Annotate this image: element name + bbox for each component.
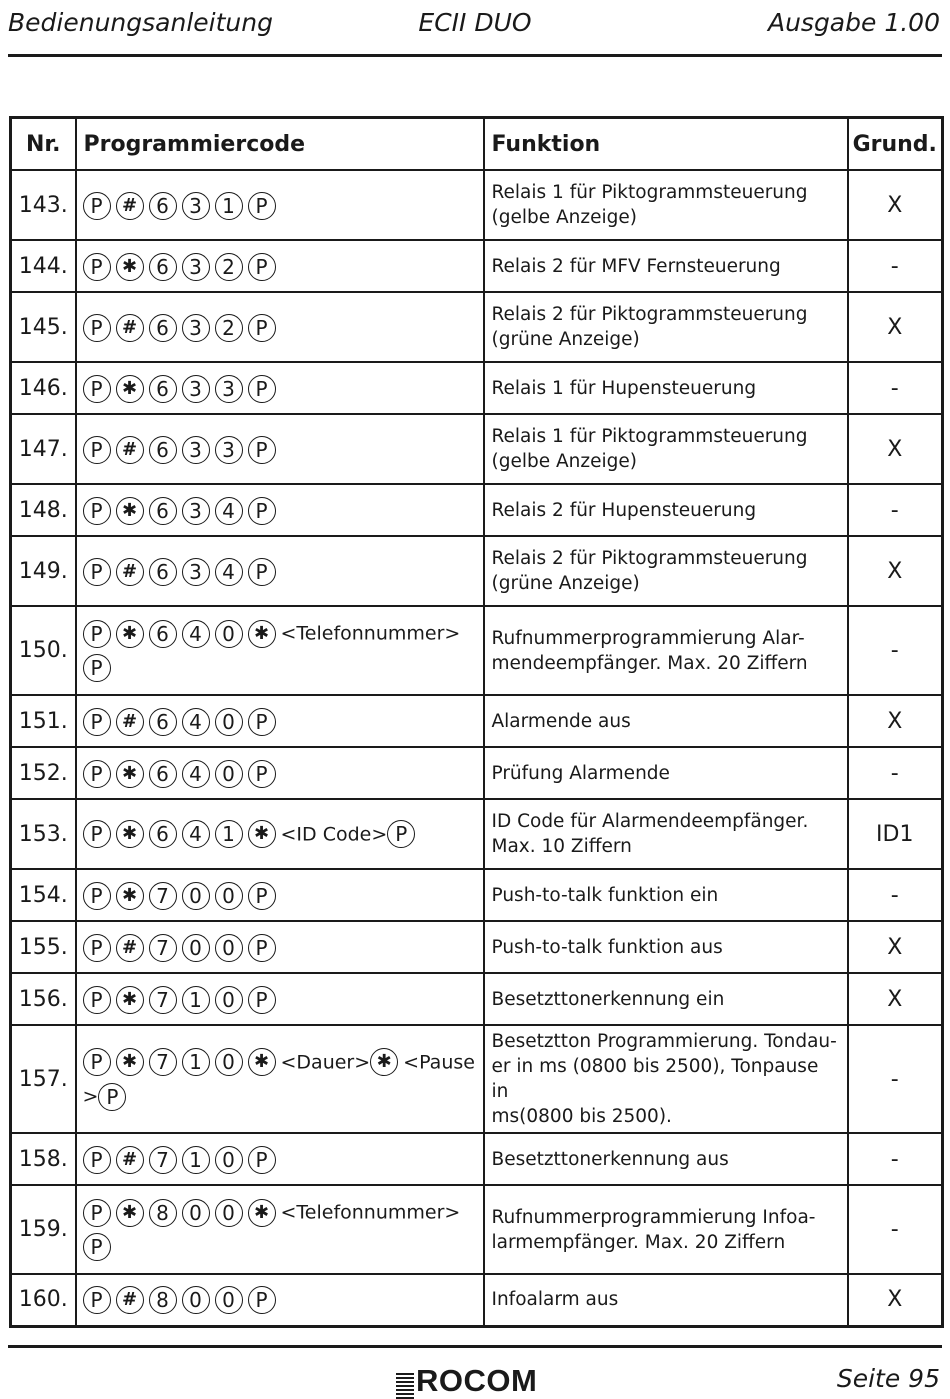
key-star-icon: ✱ [248, 1048, 276, 1076]
function-line: Relais 1 für Hupensteuerung [491, 377, 757, 399]
programming-code [76, 695, 484, 747]
key-digit-icon: 7 [149, 1146, 177, 1174]
key-p-icon: P [248, 708, 276, 736]
code-placeholder: <ID Code> [280, 823, 388, 846]
function-line: Rufnummerprogrammierung Infoa- [491, 1206, 816, 1228]
key-star-icon: ✱ [116, 760, 144, 788]
code-placeholder: <Pause [403, 1051, 475, 1073]
function-line: Relais 2 für Piktogrammsteuerung [491, 548, 808, 569]
key-hash-icon: # [116, 436, 144, 464]
function-line: Relais 2 für MFV Fernsteuerung [491, 255, 781, 277]
row-number: 152. [11, 747, 76, 799]
key-hash-icon: # [116, 558, 144, 586]
function-line: (grüne Anzeige) [491, 329, 640, 350]
function-description [484, 869, 848, 921]
programming-code [76, 1025, 484, 1133]
key-digit-icon: 1 [215, 192, 243, 220]
table-row [11, 292, 943, 362]
key-p-icon: P [248, 192, 276, 220]
default-value: X [848, 414, 943, 484]
key-digit-icon: 0 [215, 934, 243, 962]
default-value: - [848, 362, 943, 414]
function-line: Besetzttonerkennung ein [491, 988, 725, 1010]
key-digit-icon: 3 [182, 497, 210, 525]
default-value: - [848, 747, 943, 799]
table-row [11, 1185, 943, 1274]
function-description [484, 695, 848, 747]
header-rule [8, 54, 942, 57]
key-p-icon: P [83, 1048, 111, 1076]
key-star-icon: ✱ [248, 820, 276, 848]
key-digit-icon: 3 [182, 375, 210, 403]
function-description [484, 240, 848, 292]
function-description [484, 414, 848, 484]
key-p-icon: P [83, 192, 111, 220]
programming-code [76, 1185, 484, 1274]
function-description [484, 606, 848, 695]
key-digit-icon: 6 [149, 620, 177, 648]
row-number: 144. [11, 240, 76, 292]
key-digit-icon: 6 [149, 314, 177, 342]
key-hash-icon: # [116, 1146, 144, 1174]
row-number: 155. [11, 921, 76, 973]
function-line: Infoalarm aus [491, 1289, 619, 1311]
key-star-icon: ✱ [116, 986, 144, 1014]
key-digit-icon: 0 [182, 882, 210, 910]
row-number: 157. [11, 1025, 76, 1133]
function-description [484, 1185, 848, 1274]
function-description [484, 536, 848, 606]
key-hash-icon: # [116, 934, 144, 962]
key-p-icon: P [248, 558, 276, 586]
programming-code [76, 799, 484, 869]
key-digit-icon: 3 [182, 314, 210, 342]
code-placeholder: > [82, 1085, 99, 1108]
key-digit-icon: 0 [182, 1199, 210, 1227]
default-value: - [848, 1133, 943, 1185]
row-number: 160. [11, 1274, 76, 1326]
row-number: 158. [11, 1133, 76, 1185]
key-p-icon: P [248, 986, 276, 1014]
row-number: 153. [11, 799, 76, 869]
function-description [484, 1133, 848, 1185]
programming-code [76, 973, 484, 1025]
key-p-icon: P [83, 708, 111, 736]
table-row [11, 1274, 943, 1326]
key-digit-icon: 3 [215, 375, 243, 403]
key-digit-icon: 3 [182, 558, 210, 586]
key-digit-icon: 2 [215, 314, 243, 342]
function-line: Relais 1 für Piktogrammsteuerung [491, 182, 808, 203]
key-p-icon: P [83, 760, 111, 788]
programming-code [76, 240, 484, 292]
key-p-icon: P [248, 375, 276, 403]
key-digit-icon: 6 [149, 820, 177, 848]
key-digit-icon: 7 [149, 986, 177, 1014]
table-row [11, 536, 943, 606]
function-description [484, 1025, 848, 1133]
key-star-icon: ✱ [116, 620, 144, 648]
footer-rule [8, 1345, 942, 1348]
key-hash-icon: # [116, 1286, 144, 1314]
programming-code [76, 921, 484, 973]
key-p-icon: P [83, 882, 111, 910]
function-description [484, 362, 848, 414]
key-digit-icon: 0 [215, 708, 243, 736]
key-digit-icon: 1 [215, 820, 243, 848]
code-placeholder: <Telefonnummer> [280, 622, 461, 645]
default-value: X [848, 536, 943, 606]
row-number: 159. [11, 1185, 76, 1274]
key-digit-icon: 0 [215, 1199, 243, 1227]
key-digit-icon: 7 [149, 882, 177, 910]
table-row [11, 921, 943, 973]
function-line: Besetztton Programmierung. Tondau- [491, 1031, 837, 1052]
key-digit-icon: 0 [215, 1146, 243, 1174]
key-p-icon: P [83, 1199, 111, 1227]
key-digit-icon: 0 [182, 934, 210, 962]
key-digit-icon: 7 [149, 1048, 177, 1076]
function-line: ID Code für Alarmendeempfänger. [491, 811, 809, 832]
column-header-code: Programmiercode [76, 118, 484, 171]
key-p-icon: P [83, 934, 111, 962]
key-digit-icon: 4 [182, 708, 210, 736]
function-line: Max. 10 Ziffern [491, 836, 632, 857]
function-description [484, 170, 848, 240]
default-value: X [848, 921, 943, 973]
default-value: ID1 [848, 799, 943, 869]
table-row [11, 362, 943, 414]
row-number: 154. [11, 869, 76, 921]
table-row [11, 695, 943, 747]
function-line: Push-to-talk funktion aus [491, 936, 723, 958]
key-digit-icon: 3 [182, 192, 210, 220]
function-description [484, 747, 848, 799]
function-description [484, 1274, 848, 1326]
column-header-default: Grund. [848, 118, 943, 171]
default-value: X [848, 170, 943, 240]
row-number: 150. [11, 606, 76, 695]
function-line: Relais 2 für Piktogrammsteuerung [491, 304, 808, 325]
function-line: mendeempfänger. Max. 20 Ziffern [491, 652, 808, 674]
logo-mark-icon [396, 1371, 414, 1399]
key-digit-icon: 0 [215, 882, 243, 910]
key-digit-icon: 6 [149, 558, 177, 586]
key-p-icon: P [83, 620, 111, 648]
column-header-nr: Nr. [11, 118, 76, 171]
default-value: - [848, 1025, 943, 1133]
function-line: Besetzttonerkennung aus [491, 1148, 729, 1170]
header-product-name: ECII DUO [418, 8, 532, 37]
key-star-icon: ✱ [248, 1199, 276, 1227]
key-p-icon: P [248, 934, 276, 962]
programming-code [76, 484, 484, 536]
table-row [11, 1025, 943, 1133]
row-number: 148. [11, 484, 76, 536]
function-line: er in ms (0800 bis 2500), Tonpause in [491, 1056, 819, 1102]
row-number: 146. [11, 362, 76, 414]
programming-code [76, 170, 484, 240]
function-line: (grüne Anzeige) [491, 573, 640, 594]
key-p-icon: P [248, 314, 276, 342]
default-value: X [848, 292, 943, 362]
function-line: Push-to-talk funktion ein [491, 884, 719, 906]
key-digit-icon: 0 [215, 1048, 243, 1076]
key-star-icon: ✱ [116, 820, 144, 848]
key-digit-icon: 4 [182, 620, 210, 648]
table-row [11, 484, 943, 536]
key-digit-icon: 0 [182, 1286, 210, 1314]
key-p-icon: P [83, 314, 111, 342]
key-star-icon: ✱ [116, 1199, 144, 1227]
default-value: - [848, 606, 943, 695]
rocom-logo [396, 1363, 537, 1399]
key-digit-icon: 4 [215, 497, 243, 525]
function-line: (gelbe Anzeige) [491, 207, 637, 228]
key-digit-icon: 7 [149, 934, 177, 962]
key-p-icon: P [248, 436, 276, 464]
key-digit-icon: 4 [182, 760, 210, 788]
key-p-icon: P [83, 1286, 111, 1314]
row-number: 156. [11, 973, 76, 1025]
code-placeholder: <Telefonnummer> [280, 1201, 461, 1224]
table-row [11, 799, 943, 869]
key-digit-icon: 0 [215, 1286, 243, 1314]
table-row [11, 606, 943, 695]
default-value: X [848, 695, 943, 747]
key-digit-icon: 3 [182, 436, 210, 464]
key-star-icon: ✱ [248, 620, 276, 648]
key-digit-icon: 1 [182, 986, 210, 1014]
function-description [484, 973, 848, 1025]
key-p-icon: P [83, 436, 111, 464]
key-digit-icon: 4 [182, 820, 210, 848]
key-digit-icon: 3 [182, 253, 210, 281]
key-p-icon: P [248, 760, 276, 788]
key-hash-icon: # [116, 192, 144, 220]
default-value: - [848, 240, 943, 292]
key-p-icon: P [83, 558, 111, 586]
default-value: - [848, 484, 943, 536]
table-row [11, 869, 943, 921]
key-digit-icon: 6 [149, 760, 177, 788]
programming-code [76, 292, 484, 362]
function-description [484, 799, 848, 869]
key-digit-icon: 6 [149, 375, 177, 403]
key-p-icon: P [248, 253, 276, 281]
key-digit-icon: 6 [149, 497, 177, 525]
key-digit-icon: 0 [215, 620, 243, 648]
table-row [11, 170, 943, 240]
function-line: Relais 2 für Hupensteuerung [491, 499, 757, 521]
key-p-icon: P [98, 1083, 126, 1111]
key-star-icon: ✱ [116, 375, 144, 403]
code-placeholder: <Dauer> [280, 1051, 371, 1073]
key-p-icon: P [248, 1146, 276, 1174]
row-number: 143. [11, 170, 76, 240]
function-line: Relais 1 für Piktogrammsteuerung [491, 426, 808, 447]
row-number: 149. [11, 536, 76, 606]
key-star-icon: ✱ [116, 1048, 144, 1076]
function-line: Alarmende aus [491, 710, 631, 732]
key-digit-icon: 4 [215, 558, 243, 586]
key-p-icon: P [83, 820, 111, 848]
programming-code [76, 1274, 484, 1326]
default-value: - [848, 869, 943, 921]
key-star-icon: ✱ [116, 497, 144, 525]
key-p-icon: P [83, 375, 111, 403]
key-digit-icon: 2 [215, 253, 243, 281]
programming-code [76, 747, 484, 799]
key-star-icon: ✱ [116, 882, 144, 910]
row-number: 151. [11, 695, 76, 747]
key-digit-icon: 8 [149, 1286, 177, 1314]
default-value: X [848, 973, 943, 1025]
key-digit-icon: 6 [149, 708, 177, 736]
key-p-icon: P [387, 820, 415, 848]
function-description [484, 921, 848, 973]
function-description [484, 292, 848, 362]
column-header-function: Funktion [484, 118, 848, 171]
key-digit-icon: 1 [182, 1146, 210, 1174]
header-edition: Ausgabe 1.00 [767, 8, 940, 37]
table-row [11, 747, 943, 799]
programming-code [76, 414, 484, 484]
key-p-icon: P [83, 1233, 111, 1261]
logo-text: ROCOM [416, 1363, 538, 1398]
key-hash-icon: # [116, 708, 144, 736]
table-header-row [11, 118, 943, 171]
default-value: - [848, 1185, 943, 1274]
table-row [11, 240, 943, 292]
key-star-icon: ✱ [370, 1048, 398, 1076]
key-digit-icon: 0 [215, 760, 243, 788]
key-p-icon: P [83, 654, 111, 682]
key-digit-icon: 1 [182, 1048, 210, 1076]
key-digit-icon: 8 [149, 1199, 177, 1227]
key-p-icon: P [83, 253, 111, 281]
key-star-icon: ✱ [116, 253, 144, 281]
programming-code [76, 536, 484, 606]
header-manual-title: Bedienungsanleitung [8, 8, 273, 37]
programming-code [76, 1133, 484, 1185]
programming-code [76, 606, 484, 695]
key-digit-icon: 3 [215, 436, 243, 464]
table-row [11, 973, 943, 1025]
page-number: Seite 95 [836, 1364, 940, 1393]
function-line: (gelbe Anzeige) [491, 451, 637, 472]
function-line: ms(0800 bis 2500). [491, 1106, 672, 1127]
function-line: Prüfung Alarmende [491, 762, 670, 784]
key-hash-icon: # [116, 314, 144, 342]
row-number: 147. [11, 414, 76, 484]
key-p-icon: P [83, 1146, 111, 1174]
programming-code [76, 362, 484, 414]
key-p-icon: P [83, 986, 111, 1014]
key-p-icon: P [83, 497, 111, 525]
function-description [484, 484, 848, 536]
programming-code [76, 869, 484, 921]
table-row [11, 414, 943, 484]
key-digit-icon: 6 [149, 436, 177, 464]
function-line: larmempfänger. Max. 20 Ziffern [491, 1231, 786, 1253]
default-value: X [848, 1274, 943, 1326]
table-row [11, 1133, 943, 1185]
key-digit-icon: 6 [149, 192, 177, 220]
key-digit-icon: 0 [215, 986, 243, 1014]
programming-code-table [9, 116, 944, 1328]
key-p-icon: P [248, 497, 276, 525]
key-digit-icon: 6 [149, 253, 177, 281]
function-line: Rufnummerprogrammierung Alar- [491, 627, 805, 649]
key-p-icon: P [248, 1286, 276, 1314]
row-number: 145. [11, 292, 76, 362]
key-p-icon: P [248, 882, 276, 910]
